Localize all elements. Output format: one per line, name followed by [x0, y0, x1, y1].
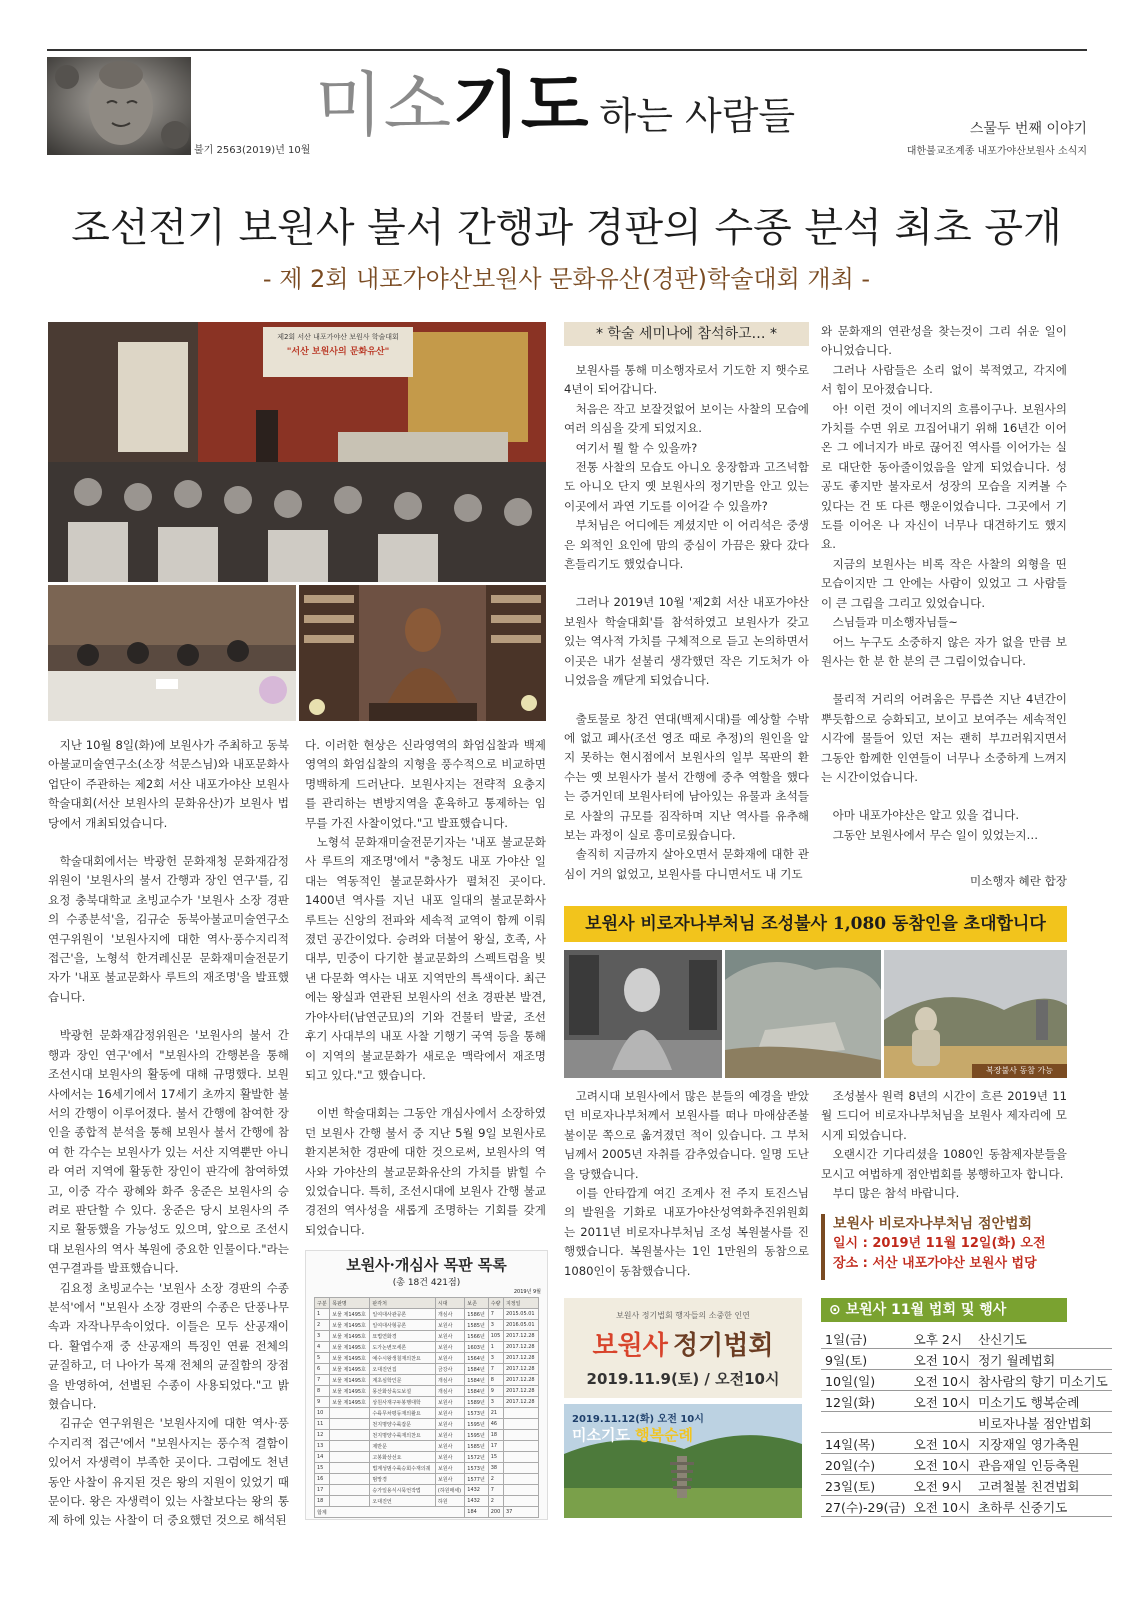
- page-subheadline: - 제 2회 내포가야산보원사 문화유산(경판)학술대회 개최 -: [262, 265, 871, 293]
- woodblock-cell: 2: [315, 1320, 330, 1331]
- woodblock-cell: [503, 1496, 538, 1507]
- woodblock-cell: 범망경: [370, 1474, 435, 1485]
- woodblock-row: [315, 1485, 539, 1496]
- invite-column-2: [821, 1087, 1067, 1203]
- woodblock-cell: 보물 제1495호: [330, 1309, 370, 1320]
- woodblock-cell: 수륙무차평등재의촬요: [370, 1408, 435, 1419]
- schedule-date: [821, 1412, 910, 1433]
- woodblock-cell: 보원사: [435, 1331, 464, 1342]
- woodblock-row: [315, 1463, 539, 1474]
- woodblock-cell: 보물 제1495호: [330, 1331, 370, 1342]
- schedule-time: 오전 10시: [910, 1496, 975, 1517]
- essay-paragraph: 출토물로 창건 연대(백제시대)를 예상할 수밖에 없고 폐사(조선 영조 때로 추정)의 원인을 알지 못하는 현시점에서 보원사의 일부 목판의 환수는 옛 보원사가 불서 간행에 중추 역할을 했다는 증거인데 보원사터에 남아있는 유물과 초석들로 사찰의 규모를 짐작하며 지난 역사를 유추해보는 과정이 실로 흥미로웠습니다.: [564, 711, 809, 842]
- essay-paragraph: 아! 이런 것이 에너지의 흐름이구나. 보원사의 가치를 수면 위로 끄집어내기 위해 16년간 이어온 그 에너지가 바로 끊어진 역사를 이어가는 실로 대단한 동아줄이었음을 알게 되었습니다. 성공도 좋지만 불자로서 성장의 모습을 지켜볼 수 있다는 건 또 다른 행운이었습니다. 그곳에서 기도를 이어온 나 자신이 너무나 대견하기도 했지요.: [821, 401, 1067, 552]
- woodblock-cell: 8: [488, 1375, 503, 1386]
- woodblock-cell: 16: [315, 1474, 330, 1485]
- woodblock-cell: 일여대사관공론: [370, 1309, 435, 1320]
- woodblock-cell: 2: [488, 1496, 503, 1507]
- woodblock-row: [315, 1309, 539, 1320]
- woodblock-row: [315, 1397, 539, 1408]
- woodblock-cell: 보원사: [435, 1430, 464, 1441]
- woodblock-cell: 12: [315, 1430, 330, 1441]
- essay-paragraph: 그러나 사람들은 소리 없이 북적였고, 각지에서 힘이 모아졌습니다.: [821, 362, 1067, 397]
- article-paragraph: 노형석 문화재미술전문기자는 '내포 불교문화사 루트의 재조명'에서 "충청도 내포 가야산 일대는 역동적인 불교문화사가 펼쳐진 곳이다. 1400년 역사를 지닌 내포 일대의 불교문화사 루트는 신앙의 전파와 세속적 교역이 함께 이뤄졌던 공간이었다. 승려와 더불어 왕실, 호족, 사대부, 민중이 다기한 불교문화의 스펙트럼을 빚낸 다문화 역사는 내포 지역만의 특색이다. 최근에는 왕실과 연관된 보원사의 선초 경판본 발견, 가야사터(남연군묘)의 기와 건물터 발굴, 조선 후기 사대부의 내포 사찰 기행기 국역 등을 통해 이 지역의 불교문화가 새로운 맥락에서 재조명되고 있다."고 했습니다.: [305, 835, 546, 1082]
- woodblock-row: [315, 1386, 539, 1397]
- woodblock-cell: 보물 제1495호: [330, 1320, 370, 1331]
- woodblock-cell: 보원사: [435, 1441, 464, 1452]
- woodblock-row: [315, 1408, 539, 1419]
- woodblock-cell: [330, 1408, 370, 1419]
- woodblock-cell: 개심사: [435, 1309, 464, 1320]
- woodblock-cell: 1572년: [465, 1452, 488, 1463]
- woodblock-header-cell: 판각처: [370, 1298, 435, 1309]
- schedule-date: 1일(금): [821, 1328, 910, 1349]
- pilgrimage-title-b: 행복순례: [635, 1426, 694, 1444]
- story-number: 스물두 번째 이야기: [969, 121, 1087, 137]
- essay-paragraph: 그러나 2019년 10월 '제2회 서산 내포가야산 보원사 학술대회'를 참석하였고 보원사가 갖고 있는 역사적 가치를 구체적으로 듣고 논의하면서 이곳은 내가 섣불리 생각했던 작은 기도처가 아니었음을 깨닫게 되었습니다.: [564, 595, 809, 688]
- woodblock-cell: [503, 1474, 538, 1485]
- schedule-event: 관음재일 인등축원: [974, 1454, 1112, 1475]
- photo-banner-main: "서산 보원사의 문화유산": [286, 347, 390, 357]
- woodblock-cell: [503, 1463, 538, 1474]
- woodblock-cell: 46: [488, 1419, 503, 1430]
- title-part-people: 하는 사람들: [599, 94, 796, 138]
- poster-top-text: 보원사 정기법회 행자들의 소중한 인연: [616, 1311, 750, 1320]
- woodblock-cell: 보원사: [435, 1397, 464, 1408]
- woodblock-cell: [330, 1485, 370, 1496]
- essay-paragraph: 물리적 거리의 어려움은 무릅쓴 지난 4년간이 뿌듯함으로 승화되고, 보이고 보여주는 세속적인 시각에 물들어 있던 저는 괜히 부끄러워지면서 그동안 함께한 인연들이 너무나 소중하게 느껴지는 시간이었습니다.: [821, 692, 1067, 784]
- woodblock-cell: 계초심학인문: [370, 1375, 435, 1386]
- woodblock-cell: 보원사: [435, 1474, 464, 1485]
- woodblock-cell: 1573년: [465, 1408, 488, 1419]
- woodblock-cell: [330, 1474, 370, 1485]
- schedule-row: [821, 1412, 1112, 1433]
- seminar-column-1: [564, 361, 809, 884]
- woodblock-row: [315, 1474, 539, 1485]
- woodblock-cell: 법계성범수륙승회수재의궤: [370, 1463, 435, 1474]
- woodblock-cell: 1432: [465, 1496, 488, 1507]
- woodblock-cell: [330, 1463, 370, 1474]
- invite-paragraph: 오랜시간 기다리셨을 1080인 동참제자분들을 모시고 여법하게 점안법회를 봉행하고자 합니다.: [821, 1147, 1067, 1181]
- conference-hall-photo: [48, 322, 546, 582]
- essay-paragraph: 처음은 작고 보잘것없어 보이는 사찰의 모습에 여러 의심을 갖게 되었지요.: [564, 401, 809, 436]
- essay-paragraph: 보원사를 통해 미소행자로서 기도한 지 햇수로 4년이 되어갑니다.: [564, 363, 809, 397]
- woodblock-header-cell: 수량: [488, 1298, 503, 1309]
- woodblock-cell: [503, 1408, 538, 1419]
- woodblock-header-cell: 시대: [435, 1298, 464, 1309]
- woodblock-cell: 보원사: [435, 1320, 464, 1331]
- schedule-row: [821, 1475, 1112, 1496]
- event-place: 장소 : 서산 내포가야산 보원사 법당: [833, 1256, 1037, 1271]
- woodblock-total-value: 184: [465, 1507, 488, 1518]
- schedule-date: 12일(화): [821, 1391, 910, 1412]
- woodblock-cell: (하원매세): [435, 1485, 464, 1496]
- woodblock-cell: 2: [488, 1474, 503, 1485]
- schedule-row: [821, 1391, 1112, 1412]
- woodblock-cell: 묘법연화경: [370, 1331, 435, 1342]
- pilgrimage-date: 2019.11.12(화) 오전 10시: [572, 1414, 704, 1425]
- woodblock-cell: 보원사: [435, 1463, 464, 1474]
- buddha-photo-caption: 복장불사 동참 가능: [972, 1064, 1067, 1078]
- schedule-event: 초하루 신중기도: [974, 1496, 1112, 1517]
- woodblock-row: [315, 1364, 539, 1375]
- woodblock-total-label: 합계: [315, 1507, 465, 1518]
- schedule-row: [821, 1433, 1112, 1454]
- woodblock-cell: 2017.12.28: [503, 1397, 538, 1408]
- woodblock-list-figure: [305, 1250, 548, 1520]
- schedule-row: [821, 1496, 1112, 1517]
- schedule-table-wrap: [821, 1328, 1108, 1517]
- woodblock-cell: 승가일용식시묵언작법: [370, 1485, 435, 1496]
- stone-buddha-photo-1: [564, 950, 722, 1078]
- poster-title-service: 정기법회: [672, 1331, 774, 1361]
- schedule-date: 14일(목): [821, 1433, 910, 1454]
- woodblock-cell: 2016.05.01: [503, 1320, 538, 1331]
- article-paragraph: 김요정 초빙교수는 '보원사 소장 경판의 수종분석'에서 "보원사 소장 경판의 수종은 단풍나무속과 자작나무속이었다. 이들은 모두 산공재이다. 활엽수재 중 산공재의 특징인 연륜 전체의 균질하고, 더 나아가 목재 전체의 균질함의 장점을 반영하여, 선별된 수종이 사용되었다."고 밝혔습니다.: [48, 1280, 289, 1411]
- woodblock-row: [315, 1375, 539, 1386]
- schedule-event: 비로자나불 점안법회: [974, 1412, 1112, 1433]
- woodblock-cell: 고봉화상선요: [370, 1452, 435, 1463]
- woodblock-cell: 1585년: [465, 1441, 488, 1452]
- event-date: 일시 : 2019년 11월 12일(화) 오전: [833, 1236, 1046, 1251]
- woodblock-cell: 3: [315, 1331, 330, 1342]
- woodblock-list-title: 보원사·개심사 목판 목록: [346, 1256, 507, 1274]
- schedule-event: 지장재일 영가축원: [974, 1433, 1112, 1454]
- woodblock-cell: 1586년: [465, 1309, 488, 1320]
- schedule-date: 27(수)-29(금): [821, 1496, 910, 1517]
- article-paragraph: 지난 10월 8일(화)에 보원사가 주최하고 동북아불교미술연구소(소장 석문스님)와 내포문화사업단이 주관하는 제2회 서산 내포가야산 보원사 학술대회(서산 보원사의 문화유산)가 보원사 법당에서 개최되었습니다.: [48, 738, 289, 830]
- seminar-heading: * 학술 세미나에 참석하고… *: [595, 326, 778, 342]
- woodblock-cell: 3: [488, 1320, 503, 1331]
- schedule-heading: ⊙ 보원사 11월 법회 및 행사: [829, 1302, 1007, 1318]
- article-paragraph: 박광헌 문화재감정위원은 '보원사의 불서 간행과 장인 연구'에서 "보원사의 간행본을 통해 조선시대 보원사의 활동에 대해 규명했다. 보원사에서는 16세기에서 17세기 초까지 활발한 불서의 간행이 이루어졌다. 불서 간행에 참여한 장인을 종합적 분석을 통해 보원사 불서 간행에 참여 한 각수는 보원사가 있는 서산 지역뿐만 아니라 여러 지역에 활동한 장인이 판각에 참여하였고, 이중 각수 광혜와 화주 웅준은 보원사의 승려로 판단할 수 있다. 웅준은 당시 보원사의 주지로 활동했을 가능성도 있으며, 앞으로 조선시대 보원사의 역사 복원에 중요한 인물이다."라는 연구결과를 발표했습니다.: [48, 1028, 289, 1276]
- seminar-heading-box: [564, 322, 809, 346]
- schedule-time: 오전 9시: [910, 1475, 975, 1496]
- woodblock-cell: 5: [315, 1353, 330, 1364]
- schedule-time: 오후 2시: [910, 1328, 975, 1349]
- woodblock-header-cell: 구분: [315, 1298, 330, 1309]
- woodblock-cell: 1: [488, 1342, 503, 1353]
- poster-title-temple: 보원사: [592, 1331, 668, 1361]
- woodblock-cell: 1603년: [465, 1342, 488, 1353]
- invite-banner-text: 보원사 비로자나부처님 조성불사 1,080 동참인을 초대합니다: [585, 914, 1046, 934]
- woodblock-total-value: 200: [488, 1507, 503, 1518]
- woodblock-cell: 제반문: [370, 1441, 435, 1452]
- schedule-table: [821, 1328, 1112, 1517]
- photo-banner-top: 제2회 서산 내포가야산 보원사 학술대회: [277, 333, 399, 341]
- woodblock-cell: 1589년: [465, 1397, 488, 1408]
- woodblock-header-cell: 보존: [465, 1298, 488, 1309]
- pilgrimage-poster: [564, 1404, 802, 1518]
- woodblock-total-value: 37: [503, 1507, 538, 1518]
- schedule-row: [821, 1349, 1112, 1370]
- woodblock-cell: 예수시왕생칠재의찬요: [370, 1353, 435, 1364]
- invite-paragraph: 고려시대 보원사에서 많은 분들의 예경을 받았던 비로자나부처께서 보원사를 떠나 마애삼존불 불이문 쪽으로 옮겨졌던 적이 있습니다. 그 부처님께서 2005년 자취를 감추었습니다. 일명 도난을 당했습니다.: [564, 1089, 809, 1181]
- woodblock-cell: 17: [488, 1441, 503, 1452]
- pilgrimage-title: [572, 1424, 693, 1445]
- woodblock-cell: 보물 제1495호: [330, 1386, 370, 1397]
- schedule-time: 오전 10시: [910, 1349, 975, 1370]
- woodblock-cell: 18: [488, 1430, 503, 1441]
- invite-banner: [564, 906, 1067, 942]
- essay-paragraph: 아마 내포가야산은 알고 있을 겁니다.: [832, 808, 1020, 823]
- poster-title: [564, 1325, 802, 1362]
- woodblock-row: [315, 1441, 539, 1452]
- title-part-gido: 기도: [452, 63, 590, 146]
- woodblock-cell: 7: [488, 1485, 503, 1496]
- woodblock-cell: 15: [488, 1452, 503, 1463]
- article-paragraph: 이번 학술대회는 그동안 개심사에서 소장하였던 보원사 간행 불서 중 지난 5월 9일 보원사로 환지본처한 경판에 대한 것으로써, 보원사의 역사와 가야산의 불교문화유산의 가치를 밝힐 수 있었습니다. 특히, 조선시대에 보원사 간행 불교경전의 역사성을 새롭게 조명하는 기회를 갖게 되었습니다.: [305, 1106, 546, 1237]
- woodblock-cell: 보물 제1495호: [330, 1375, 370, 1386]
- woodblock-cell: 10: [315, 1408, 330, 1419]
- essay-paragraph: 전통 사찰의 모습도 아니오 웅장함과 고즈넉함도 아니오 단지 옛 보원사의 정기만을 안고 있는 이곳에서 과연 기도를 이어갈 수 있을까?: [564, 460, 809, 513]
- woodblock-cell: 7: [315, 1375, 330, 1386]
- schedule-time: [910, 1412, 975, 1433]
- invite-column-1: [564, 1087, 809, 1281]
- page-headline: 조선전기 보원사 불서 간행과 경판의 수종 분석 최초 공개: [71, 205, 1062, 251]
- essay-paragraph: 그동안 보원사에서 무슨 일이 있었는지…: [832, 827, 1039, 842]
- woodblock-cell: 천지명양수륙재의찬요: [370, 1430, 435, 1441]
- essay-paragraph: 여기서 뭘 할 수 있을까?: [575, 440, 698, 455]
- woodblock-cell: [330, 1419, 370, 1430]
- schedule-time: 오전 10시: [910, 1454, 975, 1475]
- woodblock-cell: 보물 제1495호: [330, 1397, 370, 1408]
- woodblock-cell: 1577년: [465, 1474, 488, 1485]
- woodblock-row: [315, 1496, 539, 1507]
- woodblock-cell: 보원사: [435, 1452, 464, 1463]
- woodblock-cell: 천지명양수륙잡문: [370, 1419, 435, 1430]
- woodblock-cell: 1432: [465, 1485, 488, 1496]
- woodblock-cell: [330, 1452, 370, 1463]
- invite-paragraph: 조성불사 원력 8년의 시간이 흐른 2019년 11월 드디어 비로자나부처님을 보원사 제자리에 모시게 되었습니다.: [821, 1089, 1067, 1142]
- schedule-date: 10일(일): [821, 1370, 910, 1391]
- woodblock-cell: 몽산화상육도보설: [370, 1386, 435, 1397]
- schedule-event: 참사람의 향기 미소기도: [974, 1370, 1112, 1391]
- woodblock-cell: 1: [315, 1309, 330, 1320]
- schedule-row: [821, 1328, 1112, 1349]
- woodblock-cell: 18: [315, 1496, 330, 1507]
- essay-author: 미소행자 혜란 합장: [970, 874, 1067, 888]
- woodblock-cell: 3: [488, 1397, 503, 1408]
- woodblock-cell: 보물 제1495호: [330, 1342, 370, 1353]
- woodblock-cell: 개심사: [435, 1375, 464, 1386]
- woodblock-cell: 보원사: [435, 1419, 464, 1430]
- woodblock-cell: 하원: [435, 1496, 464, 1507]
- essay-paragraph: 어느 누구도 소중하지 않은 자가 없을 만큼 보원사는 한 분 한 분의 큰 그림이었습니다.: [821, 634, 1067, 668]
- woodblock-cell: 1573년: [465, 1463, 488, 1474]
- wooden-buddha-photo: [299, 585, 546, 721]
- woodblock-cell: [503, 1452, 538, 1463]
- woodblock-cell: 1595년: [465, 1419, 488, 1430]
- woodblock-cell: 7: [488, 1309, 503, 1320]
- woodblock-cell: 14: [315, 1452, 330, 1463]
- woodblock-cell: 3: [488, 1353, 503, 1364]
- article-paragraph: 학술대회에서는 박광헌 문화재청 문화재감정위원이 '보원사의 불서 간행과 장인 연구'를, 김요정 충북대학교 초빙교수가 '보원사 소장 경판의 수종분석'을, 김규순 동북아불교미술연구소 연구위원이 '보원사지에 대한 역사·풍수지리적 접근'을, 노형석 한겨레신문 문화재미술전문기자가 '내포 불교문화사 루트의 재조명'을 발표했습니다.: [48, 854, 289, 1004]
- top-rule: [47, 49, 1087, 51]
- woodblock-row: [315, 1430, 539, 1441]
- woodblock-cell: 1564년: [465, 1353, 488, 1364]
- woodblock-cell: 7: [488, 1364, 503, 1375]
- woodblock-cell: 보물 제1495호: [330, 1353, 370, 1364]
- woodblock-cell: 11: [315, 1419, 330, 1430]
- woodblock-cell: 2017.12.28: [503, 1353, 538, 1364]
- schedule-row: [821, 1454, 1112, 1475]
- woodblock-cell: 2017.12.28: [503, 1364, 538, 1375]
- panel-discussion-photo: [48, 585, 296, 721]
- buddha-in-field-photo: [884, 950, 1067, 1078]
- essay-paragraph: 지금의 보원사는 비록 작은 사찰의 외형을 띤 모습이지만 그 안에는 사람이 있었고 그 사람들이 큰 그림을 그리고 있었습니다.: [821, 556, 1067, 610]
- woodblock-cell: 보원사: [435, 1342, 464, 1353]
- woodblock-cell: 2017.12.28: [503, 1375, 538, 1386]
- woodblock-cell: 보물 제1495호: [330, 1364, 370, 1375]
- title-part-miso: 미소: [315, 64, 453, 146]
- invite-paragraph: 이를 안타깝게 여긴 조계사 전 주지 토진스님의 발원을 기화로 내포가야산성역화추진위원회는 2011년 비로자나부처님 조성 복원불사를 진행했습니다. 복원불사는 1인 1만원의 동참으로 1080인이 동참했습니다.: [564, 1186, 809, 1278]
- pilgrimage-title-a: 미소기도: [572, 1426, 630, 1444]
- woodblock-cell: 1585년: [465, 1320, 488, 1331]
- publisher-name: 대한불교조계종 내포가야산보원사 소식지: [906, 146, 1087, 157]
- woodblock-row: [315, 1452, 539, 1463]
- woodblock-row: [315, 1342, 539, 1353]
- woodblock-cell: 9: [315, 1397, 330, 1408]
- event-title: 보원사 비로자나부처님 점안법회: [833, 1216, 1033, 1232]
- article-paragraph: 김규순 연구위원은 '보원사지에 대한 역사·풍수지리적 접근'에서 "보원사지는 풍수적 결함이 있어서 자생력이 부족한 곳이다. 그럼에도 천년 동안 사찰이 유지된 것은 왕의 지원이 있었기 때문이다. 왕은 자생력이 있는 사찰보다는 왕의 통제 하에 있는 사찰이 더 중요했던 것으로 해석된: [48, 1416, 289, 1528]
- woodblock-cell: [503, 1419, 538, 1430]
- article-column-1: [48, 736, 289, 1531]
- schedule-row: [821, 1370, 1112, 1391]
- woodblock-cell: 오대진언집: [370, 1364, 435, 1375]
- woodblock-cell: 2017.12.28: [503, 1342, 538, 1353]
- rock-pedestal-photo: [725, 950, 881, 1078]
- woodblock-cell: 보원사: [435, 1408, 464, 1419]
- woodblock-cell: 금강사: [435, 1364, 464, 1375]
- woodblock-cell: [503, 1430, 538, 1441]
- woodblock-header-cell: 목판명: [330, 1298, 370, 1309]
- woodblock-cell: 1584년: [465, 1386, 488, 1397]
- woodblock-cell: 1584년: [465, 1375, 488, 1386]
- woodblock-cell: 8: [315, 1386, 330, 1397]
- schedule-event: 정기 월례법회: [974, 1349, 1112, 1370]
- woodblock-cell: 105: [488, 1331, 503, 1342]
- woodblock-cell: 보원사: [435, 1353, 464, 1364]
- woodblock-row: [315, 1353, 539, 1364]
- schedule-date: 23일(토): [821, 1475, 910, 1496]
- schedule-heading-bar: [821, 1298, 1067, 1322]
- invite-paragraph: 부디 많은 참석 바랍니다.: [832, 1186, 960, 1201]
- poster-date: 2019.11.9(토) / 오전10시: [586, 1370, 780, 1388]
- event-info-box: [821, 1214, 1079, 1280]
- schedule-date: 9일(토): [821, 1349, 910, 1370]
- essay-paragraph: 부처님은 어디에든 계셨지만 이 어리석은 중생은 외적인 요인에 맘의 중심이 가끔은 왔다 갔다 흔들리기도 했었습니다.: [564, 518, 809, 572]
- newsletter-title: [315, 64, 795, 165]
- woodblock-list-subtitle: (총 18건 421점): [392, 1278, 461, 1288]
- schedule-date: 20일(수): [821, 1454, 910, 1475]
- woodblock-cell: 2017.12.28: [503, 1386, 538, 1397]
- woodblock-header-cell: 지정일: [503, 1298, 538, 1309]
- woodblock-cell: [503, 1485, 538, 1496]
- woodblock-cell: 오대진언: [370, 1496, 435, 1507]
- essay-paragraph: 솔직히 지금까지 살아오면서 문화재에 대한 관심이 거의 없었고, 보원사를 다니면서도 내 기도: [564, 847, 809, 881]
- article-column-2: [305, 736, 546, 1240]
- woodblock-cell: 2015.05.01: [503, 1309, 538, 1320]
- woodblock-cell: 21: [488, 1408, 503, 1419]
- essay-paragraph: 와 문화재의 연관성을 찾는것이 그리 쉬운 일이 아니었습니다.: [821, 324, 1067, 358]
- schedule-event: 산신기도: [974, 1328, 1112, 1349]
- woodblock-cell: 13: [315, 1441, 330, 1452]
- article-paragraph: 다. 이러한 현상은 신라영역의 화엄십찰과 백제영역의 화엄십찰의 지형을 풍수적으로 비교하면 명백하게 드러난다. 보원사지는 전략적 요충지를 관리하는 변방지역을 훈육하고 통제하는 임무를 가진 사찰이었다."고 발표했습니다.: [305, 738, 546, 830]
- woodblock-list-note: 2019년 9월: [513, 1289, 541, 1295]
- schedule-event: 고려철불 친견법회: [974, 1475, 1112, 1496]
- woodblock-row: [315, 1320, 539, 1331]
- woodblock-cell: 도가논변모세론: [370, 1342, 435, 1353]
- woodblock-row: [315, 1331, 539, 1342]
- woodblock-cell: [330, 1496, 370, 1507]
- woodblock-cell: 1595년: [465, 1430, 488, 1441]
- woodblock-table: [314, 1297, 539, 1518]
- woodblock-cell: [330, 1430, 370, 1441]
- essay-paragraph: 스님들과 미소행자님들~: [832, 615, 958, 630]
- woodblock-cell: 9: [488, 1386, 503, 1397]
- seminar-column-2: [821, 322, 1067, 845]
- woodblock-cell: 1566년: [465, 1331, 488, 1342]
- woodblock-cell: [330, 1441, 370, 1452]
- schedule-time: 오전 10시: [910, 1370, 975, 1391]
- woodblock-cell: 일여대사형공론: [370, 1320, 435, 1331]
- woodblock-cell: 15: [315, 1463, 330, 1474]
- woodblock-cell: 상원사재구두봉행대학: [370, 1397, 435, 1408]
- woodblock-cell: 개심사: [435, 1386, 464, 1397]
- buddha-face-logo-image: [47, 57, 191, 155]
- schedule-time: 오전 10시: [910, 1391, 975, 1412]
- woodblock-cell: 4: [315, 1342, 330, 1353]
- woodblock-cell: 17: [315, 1485, 330, 1496]
- schedule-time: 오전 10시: [910, 1433, 975, 1454]
- regular-dharma-poster: [564, 1298, 802, 1398]
- woodblock-cell: 38: [488, 1463, 503, 1474]
- woodblock-cell: [503, 1441, 538, 1452]
- woodblock-cell: 1584년: [465, 1364, 488, 1375]
- woodblock-row: [315, 1419, 539, 1430]
- woodblock-cell: 2017.12.28: [503, 1331, 538, 1342]
- woodblock-cell: 6: [315, 1364, 330, 1375]
- woodblock-total-row: [315, 1507, 539, 1518]
- schedule-event: 미소기도 행복순례: [974, 1391, 1112, 1412]
- issue-date: 불기 2563(2019)년 10월: [194, 145, 311, 156]
